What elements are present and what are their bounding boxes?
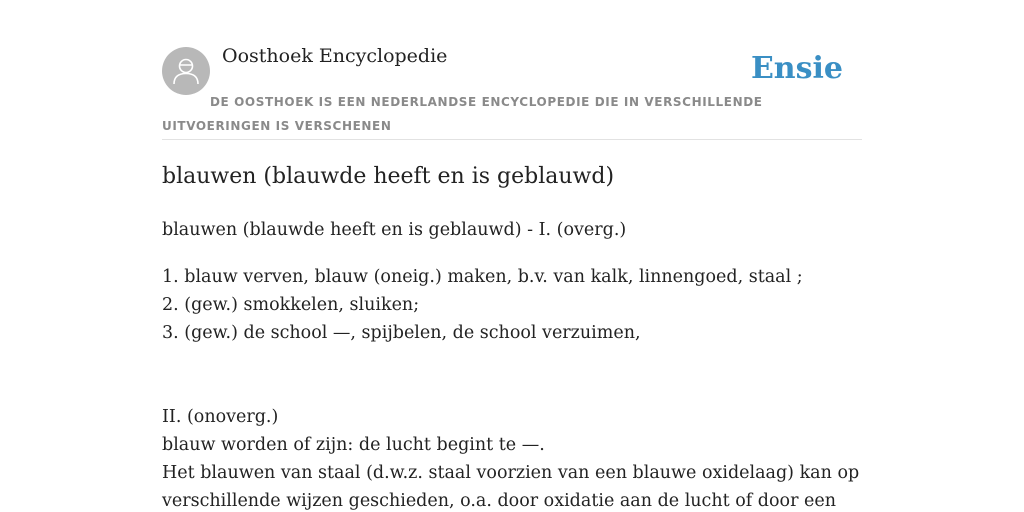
section-line: verschillende wijzen geschieden, o.a. door oxidatie aan de lucht of door een <box>162 491 836 511</box>
user-icon[interactable] <box>162 47 210 95</box>
section-line: blauw worden of zijn: de lucht begint te —. <box>162 435 545 455</box>
source-name[interactable]: Oosthoek Encyclopedie <box>222 45 448 67</box>
spacer <box>162 347 862 403</box>
definition-item: 2. (gew.) smokkelen, sluiken; <box>162 295 420 315</box>
spacer <box>162 244 862 263</box>
source-header <box>162 0 862 140</box>
article-body <box>162 216 862 512</box>
article-intro: blauwen (blauwde heeft en is geblauwd) - I. (overg.) <box>162 220 627 240</box>
user-icon-glyph <box>162 47 210 95</box>
section-line: Het blauwen van staal (d.w.z. staal voorzien van een blauwe oxidelaag) kan op <box>162 463 860 483</box>
brand-logo[interactable]: Ensie <box>750 51 843 86</box>
section-heading: II. (onoverg.) <box>162 407 279 427</box>
source-description: DE OOSTHOEK IS EEN NEDERLANDSE ENCYCLOPEDIE DIE IN VERSCHILLENDE UITVOERINGEN IS VERSCHENEN <box>162 95 763 133</box>
page <box>162 0 862 512</box>
page-title: blauwen (blauwde heeft en is geblauwd) <box>162 164 615 189</box>
definition-item: 3. (gew.) de school —, spijbelen, de school verzuimen, <box>162 323 641 343</box>
definition-item: 1. blauw verven, blauw (oneig.) maken, b.v. van kalk, linnengoed, staal ; <box>162 267 803 287</box>
